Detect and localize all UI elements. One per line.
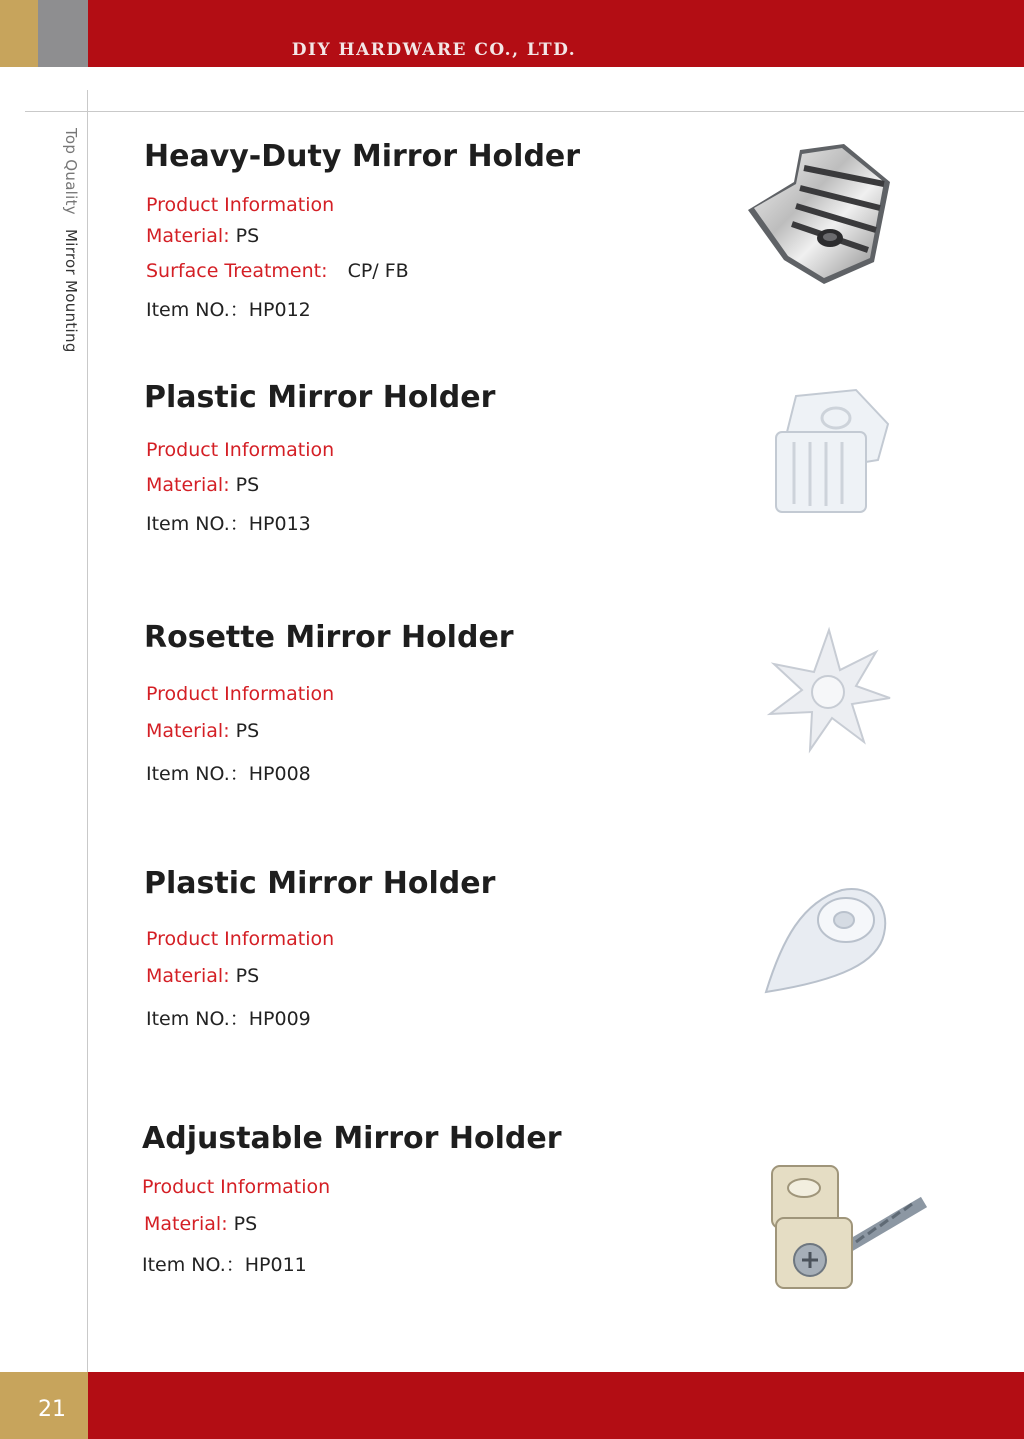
- material-label: Material:: [146, 965, 230, 987]
- material-value: PS: [235, 720, 260, 742]
- material-value: PS: [235, 965, 260, 987]
- plastic-holder-hp009-image: [762, 880, 894, 996]
- material-value: PS: [235, 474, 260, 496]
- product-info-label: Product Information: [142, 1176, 331, 1198]
- material-value: PS: [233, 1213, 258, 1235]
- product-title: Heavy-Duty Mirror Holder: [144, 139, 581, 174]
- product-title: Plastic Mirror Holder: [144, 866, 496, 901]
- top-divider: [25, 111, 1024, 112]
- product-info-label: Product Information: [146, 194, 335, 216]
- product-info-label: Product Information: [146, 439, 335, 461]
- material-label: Material:: [144, 1213, 228, 1235]
- product-hp013: [144, 380, 496, 535]
- material-row: [146, 225, 259, 247]
- footer-bar: [88, 1372, 1024, 1439]
- item-row: [146, 295, 311, 322]
- material-label: Material:: [146, 474, 230, 496]
- product-title: Plastic Mirror Holder: [144, 380, 496, 415]
- product-info-label: Product Information: [146, 928, 335, 950]
- product-hp011: [142, 1121, 562, 1276]
- material-row: [146, 965, 259, 987]
- adjustable-holder-image: [758, 1160, 930, 1296]
- item-value: HP011: [244, 1254, 307, 1276]
- material-label: Material:: [146, 720, 230, 742]
- company-name: DIY HARDWARE CO., LTD.: [291, 40, 577, 60]
- surface-row: [146, 260, 409, 282]
- section-label-light: Top Quality: [62, 128, 80, 215]
- section-label: [62, 128, 80, 353]
- product-title: Adjustable Mirror Holder: [142, 1121, 562, 1156]
- item-value: HP008: [248, 763, 311, 785]
- product-info-label: Product Information: [146, 683, 335, 705]
- material-value: PS: [235, 225, 260, 247]
- item-row: [146, 759, 311, 786]
- item-label: Item NO.：: [146, 513, 249, 535]
- material-label: Material:: [146, 225, 230, 247]
- heavy-duty-holder-image: [744, 142, 894, 290]
- product-hp012: [144, 139, 581, 321]
- section-label-main: Mirror Mounting: [62, 228, 80, 353]
- item-label: Item NO.：: [146, 763, 249, 785]
- page-number: 21: [38, 1397, 66, 1422]
- item-row: [146, 1004, 311, 1031]
- left-divider: [87, 90, 88, 1372]
- item-label: Item NO.：: [146, 299, 249, 321]
- item-value: HP013: [248, 513, 311, 535]
- item-value: HP009: [248, 1008, 311, 1030]
- material-row: [144, 1213, 257, 1235]
- item-label: Item NO.：: [142, 1254, 245, 1276]
- rosette-holder-image: [764, 626, 894, 754]
- product-hp008: [144, 620, 514, 785]
- plastic-holder-hp013-image: [766, 386, 894, 518]
- product-title: Rosette Mirror Holder: [144, 620, 514, 655]
- item-value: HP012: [248, 299, 311, 321]
- surface-label: Surface Treatment:: [146, 260, 328, 282]
- item-row: [146, 509, 311, 536]
- material-row: [146, 720, 259, 742]
- surface-value: CP/ FB: [347, 260, 409, 282]
- product-hp009: [144, 866, 496, 1030]
- item-row: [142, 1250, 307, 1277]
- item-label: Item NO.：: [146, 1008, 249, 1030]
- material-row: [146, 474, 259, 496]
